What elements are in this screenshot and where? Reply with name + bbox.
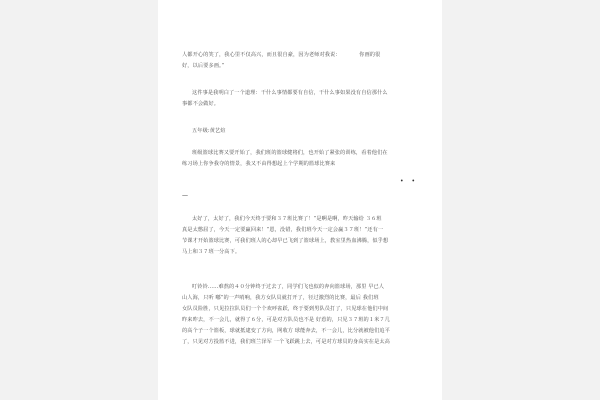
text-line: 班级篮球比赛又要开始了，我们班的篮球健将们，也开始了紧张的训练，看着他们在 <box>192 150 388 156</box>
text-line: 事都不会做好。 <box>182 101 220 107</box>
text-line: 山人海，只听 嘟”的一声哨响，我方女队员就打开了，径过激烈的比赛，最后 我们班 <box>182 295 379 301</box>
section-heading <box>182 126 422 137</box>
dots-mark: • • <box>400 178 418 185</box>
paragraph-3 <box>182 148 422 170</box>
heading-text: 五年级:黄艺煊 <box>192 128 226 134</box>
text-line: 太好了，太好了，我们今天终于要和３７班比赛了！”是啊是啊，昨天输给 ３６班 <box>192 216 382 222</box>
text-line: 真是太憋屈了，今天一定要赢回来！”恩，没错，我们班今天一定会赢３７班！”还有一 <box>182 227 384 233</box>
text-line: 节课才开始篮球比赛，可我们班人的心却早已飞到了篮球场上，教室里热血沸腾，似乎想 <box>182 238 389 244</box>
paragraph-2 <box>182 88 422 110</box>
text-line: 叮铃铃……难熬的４０分钟终于过去了，同学们飞也似的奔向篮球场，那里 早已人 <box>192 284 385 290</box>
text-line: 马上和３７班一分高下。 <box>182 249 241 255</box>
text-line: 人都开心的笑了，我心里不仅高兴，而且很自豪，因为老师对我说： 你画的很 <box>182 52 381 58</box>
text-line: 的高个子一个篮板，球就抵逮变了方向，网收方 球能奔去，不一会儿，比分就被他们追平 <box>182 328 390 334</box>
text-line: 好，以后要多画。” <box>182 63 225 69</box>
text-line: 练习场上你争我夺的情景，我又不由得想起上个学期的篮球比赛来 <box>182 161 336 167</box>
text-line: 女队员险胜，只见拉拉队员们一个个欢呼雀跃，终于要到男队员打了，只见球在他们中间 <box>182 306 389 312</box>
paragraph-1 <box>182 50 422 72</box>
text-line: 这件事是我明白了一个道理：干什么事情都要有自信，干什么事如果没有自信那什么 <box>192 90 388 96</box>
text-line: 昨来昨去，不一会儿，就得了６分，可是对方队员也不是 好惹的，只见３７班的１米７几 <box>182 317 390 323</box>
dash-mark: — <box>182 192 191 199</box>
text-line: 了，只见对方投篮不进，我们班兰泽军 一个飞跃跳上去，可是对方球员的身高实在是太高 <box>182 339 390 345</box>
paragraph-5 <box>182 282 422 348</box>
document-page <box>158 0 442 400</box>
paragraph-4 <box>182 214 422 258</box>
